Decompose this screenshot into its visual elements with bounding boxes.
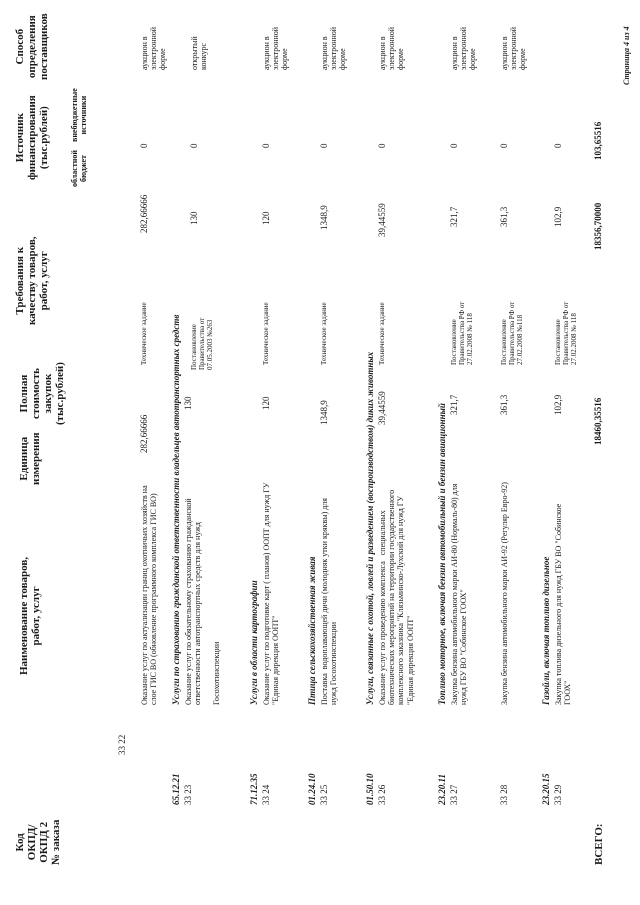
row-regional: 130 xyxy=(189,211,199,225)
total-extra: 103,65516 xyxy=(593,121,603,160)
row-extra: 0 xyxy=(261,143,271,148)
group-name: Топливо моторное, включая бензин автомобильный и бензин авиационный xyxy=(437,403,447,705)
row-name: Оказание услуг по подготовке карт ( планов) ООПТ для нужд ГУ "Единая дирекция ООПТ" xyxy=(262,482,281,705)
row-name: Оказание услуг по проведению комплекса специальных биотехнических мероприятий на территории государственного комплексного заказника "Клязьминско-Лухский для нужд ГУ "Единая дирекция ООПТ" xyxy=(378,489,415,705)
row-extra: 0 xyxy=(139,143,149,148)
row-regional: 1348,9 xyxy=(319,205,329,230)
group-code: 01.24.10 xyxy=(307,773,317,805)
header-cost: Полная стоимость закупок (тыс.рублей) xyxy=(18,362,67,425)
row-requirements: Техническое задание xyxy=(140,302,148,365)
header-method: Способ определения поставщиков xyxy=(14,13,51,80)
header-source-extra: внебюджетные источники xyxy=(70,88,89,142)
row-requirements: Постановление Правительства РФ от 27.02.2008 №118 xyxy=(500,301,525,365)
header-requirements: Требования к качеству товаров, работ, услуг xyxy=(14,236,51,325)
row-code: 33 28 xyxy=(499,784,509,805)
header-code: Код ОКПД/ ОКПД 2 № заказа xyxy=(14,819,63,865)
header-source: Источник финансирования (тыс.рублей) xyxy=(14,95,51,180)
row-code: 33 23 xyxy=(183,784,193,805)
row-extra: 0 xyxy=(449,143,459,148)
row-method: аукцион в электронной форме xyxy=(320,26,348,70)
row-method: аукцион в электронной форме xyxy=(140,26,168,70)
row-regional: 282,66666 xyxy=(139,194,149,233)
row-method: аукцион в электронной форме xyxy=(378,26,406,70)
row-code: 33 25 xyxy=(319,784,329,805)
group-name: Газойли, включая топливо дизельное xyxy=(541,556,551,705)
row-regional: 102,9 xyxy=(553,206,563,227)
row-cost: 321,7 xyxy=(449,394,459,415)
row-method: аукцион в электронной форме xyxy=(500,26,528,70)
row-name: Закупка бензина автомобильного марки АИ-92 (Регуляр Евро-92) xyxy=(500,482,509,705)
row-code: 33 24 xyxy=(261,784,271,805)
group-code: 23.20.11 xyxy=(437,773,447,805)
row-cost: 102,9 xyxy=(553,394,563,415)
row-extra: 0 xyxy=(553,143,563,148)
row-cost: 39,44559 xyxy=(377,391,387,425)
row-name: Поставка водоплавающей дичи (молодняк утки кряквы) для нужд Госохотинспекции xyxy=(320,498,339,705)
row-cost: 361,3 xyxy=(499,394,509,415)
row-regional: 361,3 xyxy=(499,206,509,227)
page-footer: Страница 4 из 4 xyxy=(622,26,631,85)
group-name: Услуги, связанные с охотой, ловлей и разведением (воспроизводством) диких животных xyxy=(365,351,375,705)
row-requirements: Постановление Правительства РФ от 27.02.2008 № 118 xyxy=(450,301,475,365)
row-regional: 321,7 xyxy=(449,206,459,227)
group-name: Услуги по страхованию гражданской ответственности владельцев автотранспортных средств xyxy=(171,314,181,705)
group-name: Птица сельскохозяйственная живая xyxy=(307,556,317,705)
row-method: открытый конкурс xyxy=(190,36,209,70)
header-source-regional: областной бюджет xyxy=(70,150,89,187)
row-requirements: Постановление Правительства от 07.05.2003 №263 xyxy=(190,317,215,370)
row-code: 33 27 xyxy=(449,784,459,805)
header-unit: Единица измерения xyxy=(18,432,43,485)
total-regional: 18356,70000 xyxy=(593,202,603,250)
row-cost: 1348,9 xyxy=(319,400,329,425)
row-extra: 0 xyxy=(189,143,199,148)
total-cost: 18460,35516 xyxy=(593,397,603,445)
row-name: Закупка топлива дизельного для нужд ГБУ ВО "Собинское ГООХ" xyxy=(554,503,573,705)
row-name: Оказание услуг по обязательному страхованию гражданской ответственности автотранспортных средств для нужд Госохотинспекции xyxy=(184,498,221,705)
row-requirements: Техническое задание xyxy=(262,302,270,365)
row-name: Оказание услуг по актуализации границ охотничьих хозяйств на слое ГИС ВО (обновление программного комплекса ГИС ВО) xyxy=(140,485,159,705)
group-code: 01.50.10 xyxy=(365,773,375,805)
row-name: Закупка бензина автомобильного марки АИ-80 (Нормаль-80) для нужд ГБУ ВО "Собинское ГООХ" xyxy=(450,483,469,705)
row-code: 33 26 xyxy=(377,784,387,805)
header-name: Наименование товаров, работ, услуг xyxy=(18,556,43,675)
row-cost: 282,66666 xyxy=(139,414,149,453)
row-cost: 120 xyxy=(261,396,271,410)
row-method: аукцион в электронной форме xyxy=(450,26,478,70)
row-cost: 130 xyxy=(183,396,193,410)
group-code: 23.20.15 xyxy=(541,773,551,805)
row-regional: 39,44559 xyxy=(377,203,387,237)
row-extra: 0 xyxy=(319,143,329,148)
row-code: 33 22 xyxy=(117,734,127,755)
total-label: ВСЕГО: xyxy=(593,823,605,865)
group-code: 65.12.21 xyxy=(171,773,181,805)
row-requirements: Техническое задание xyxy=(378,302,386,365)
row-requirements: Постановление Правительства РФ от 27.02.2008 № 118 xyxy=(554,301,579,365)
row-extra: 0 xyxy=(377,143,387,148)
row-code: 33 29 xyxy=(553,784,563,805)
group-name: Услуги в области картографии xyxy=(249,580,259,705)
row-method: аукцион в электронной форме xyxy=(262,26,290,70)
row-regional: 120 xyxy=(261,211,271,225)
row-extra: 0 xyxy=(499,143,509,148)
group-code: 71.12.35 xyxy=(249,773,259,805)
row-requirements: Техническое задание xyxy=(320,302,328,365)
